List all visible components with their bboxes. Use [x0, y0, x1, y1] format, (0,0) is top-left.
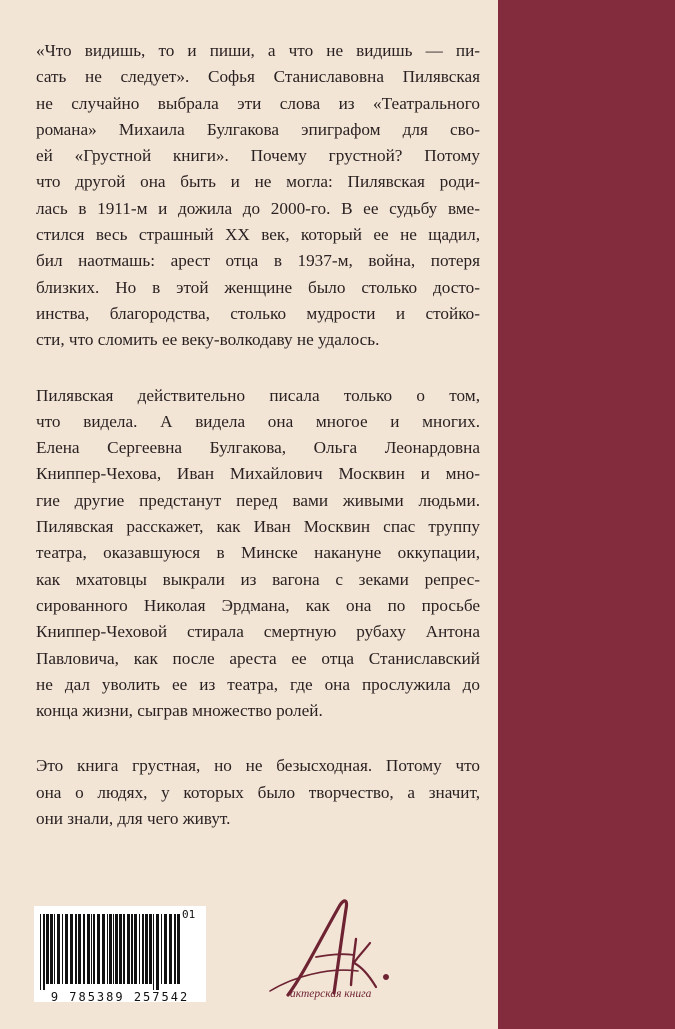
text-line: как мхатовцы выкрали из вагона с зеками репрес-: [36, 569, 480, 589]
text-line: гие другие предстанут перед вами живыми людьми.: [36, 490, 480, 510]
text-line: сированного Николая Эрдмана, как она по просьбе: [36, 595, 480, 615]
text-line: Пилявская действительно писала только о том,: [36, 385, 480, 405]
barcode-bars: [34, 906, 206, 1002]
maroon-band: [498, 0, 675, 1029]
text-line: сать не следует». Софья Станиславовна Пилявская: [36, 67, 480, 87]
paragraph: [36, 383, 480, 725]
text-line: бил наотмашь: арест отца в 1937-м, война, потеря: [36, 251, 480, 271]
text-line: они знали, для чего живут.: [36, 809, 231, 829]
text-line: лась в 1911-м и дожила до 2000-го. В ее судьбу вме-: [36, 198, 480, 218]
paragraph: [36, 38, 480, 354]
annotation-text: [36, 38, 480, 861]
text-line: ей «Грустной книги». Почему грустной? Потому: [36, 146, 480, 166]
text-line: «Что видишь, то и пиши, а что не видишь — пи-: [36, 41, 480, 60]
text-line: Елена Сергеевна Булгакова, Ольга Леонардовна: [36, 438, 480, 458]
text-line: сти, что сломить ее веку-волкодаву не удалось.: [36, 330, 380, 350]
text-line: Книппер-Чеховой стирала смертную рубаху Антона: [36, 622, 480, 642]
logo-mark-icon: [270, 901, 389, 995]
text-line: что другой она быть и не могла: Пилявская роди-: [36, 172, 480, 192]
text-line: Книппер-Чехова, Иван Михайлович Москвин и мно-: [36, 464, 480, 484]
text-line: близких. Но в этой женщине было столько досто-: [36, 277, 480, 297]
publisher-caption: актерская книга: [290, 988, 372, 1000]
text-line: театра, оказавшуюся в Минске накануне оккупации,: [36, 543, 480, 563]
barcode-addon-number: 01: [182, 908, 196, 921]
isbn-barcode: [34, 906, 206, 1002]
text-line: Это книга грустная, но не безысходная. Потому что: [36, 756, 480, 776]
text-line: инства, благородства, столько мудрости и стойко-: [36, 303, 480, 323]
isbn-number: 9 785389 257542: [50, 990, 190, 1004]
text-line: романа» Михаила Булгакова эпиграфом для сво-: [36, 119, 480, 139]
text-line: стился весь страшный XX век, который ее не щадил,: [36, 225, 480, 245]
text-line: Павловича, как после ареста ее отца Станиславский: [36, 648, 480, 668]
text-line: что видела. А видела она многое и многих.: [36, 411, 480, 431]
text-line: конца жизни, сыграв множество ролей.: [36, 701, 323, 721]
text-line: Пилявская расскажет, как Иван Москвин спас труппу: [36, 517, 480, 537]
text-line: не случайно выбрала эти слова из «Театрального: [36, 93, 480, 113]
paragraph: [36, 753, 480, 832]
text-line: она о людях, у которых было творчество, а значит,: [36, 782, 480, 802]
text-line: не дал уволить ее из театра, где она прослужила до: [36, 674, 480, 694]
